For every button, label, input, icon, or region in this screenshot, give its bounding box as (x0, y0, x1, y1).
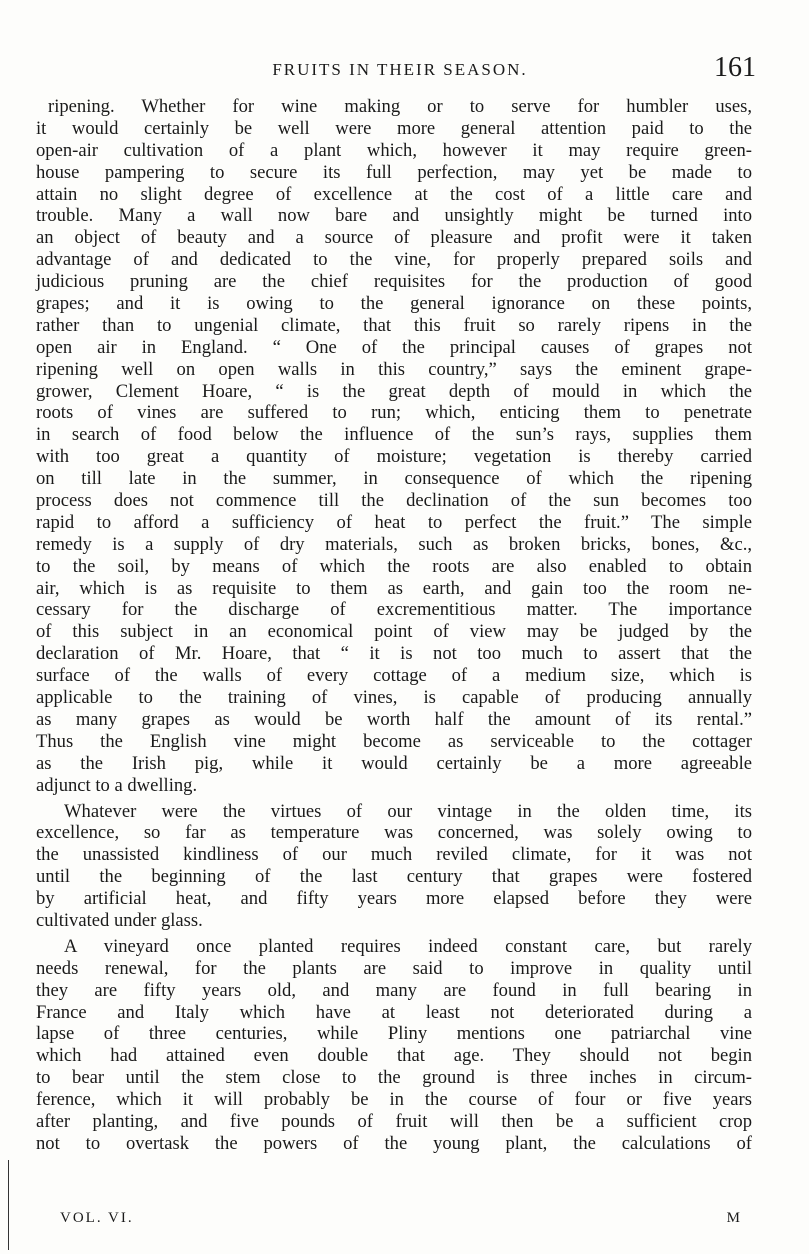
text-line: attain no slight degree of excellence at the cost of a little care and (36, 183, 752, 205)
text-line: air, which is as requisite to them as earth, and gain too the room ne- (36, 577, 752, 599)
text-line: an object of beauty and a source of pleasure and profit were it taken (36, 227, 752, 249)
text-line: cessary for the discharge of excrementitious matter. The importance (36, 599, 752, 621)
text-line: remedy is a supply of dry materials, such as broken bricks, bones, &c., (36, 533, 752, 555)
text-line: on till late in the summer, in consequence of which the ripening (36, 468, 752, 490)
text-line: which had attained even double that age. They should not begin (36, 1045, 752, 1067)
text-line: applicable to the training of vines, is capable of producing annually (36, 687, 752, 709)
text-line: trouble. Many a wall now bare and unsightly might be turned into (36, 205, 752, 227)
text-line: excellence, so far as temperature was concerned, was solely owing to (36, 822, 752, 844)
text-line: grapes; and it is owing to the general ignorance on these points, (36, 293, 752, 315)
text-line: rapid to afford a sufficiency of heat to perfect the fruit.” The simple (36, 511, 752, 533)
page-number: 161 (714, 52, 756, 83)
text-line: judicious pruning are the chief requisites for the production of good (36, 271, 752, 293)
text-line: grower, Clement Hoare, “ is the great depth of mould in which the (36, 380, 752, 402)
text-line: adjunct to a dwelling. (36, 774, 198, 796)
text-line: by artificial heat, and fifty years more elapsed before they were (36, 888, 752, 910)
text-line: cultivated under glass. (36, 909, 203, 931)
page-footer (60, 1210, 740, 1234)
signature-mark: M (726, 1210, 740, 1226)
text-line: ripening well on open walls in this country,” says the eminent grape- (36, 358, 752, 380)
text-line: advantage of and dedicated to the vine, for properly prepared soils and (36, 249, 752, 271)
text-line: not to overtask the powers of the young plant, the calculations of (36, 1132, 752, 1154)
margin-rule (8, 1160, 9, 1250)
text-line: as the Irish pig, while it would certainly be a more agreeable (36, 752, 752, 774)
text-line: France and Italy which have at least not deteriorated during a (36, 1001, 752, 1023)
text-line: A vineyard once planted requires indeed constant care, but rarely (64, 935, 752, 957)
body-text (36, 96, 752, 1155)
text-line: rather than to ungenial climate, that this fruit so rarely ripens in the (36, 314, 752, 336)
text-line: declaration of Mr. Hoare, that “ it is not too much to assert that the (36, 643, 752, 665)
text-line: the unassisted kindliness of our much reviled climate, for it was not (36, 844, 752, 866)
text-line: ference, which it will probably be in the course of four or five years (36, 1089, 752, 1111)
page-header (40, 52, 760, 86)
text-line: process does not commence till the declination of the sun becomes too (36, 490, 752, 512)
text-line: needs renewal, for the plants are said to improve in quality until (36, 957, 752, 979)
text-line: as many grapes as would be worth half the amount of its rental.” (36, 708, 752, 730)
text-line: until the beginning of the last century that grapes were fostered (36, 866, 752, 888)
text-line: to the soil, by means of which the roots are also enabled to obtain (36, 555, 752, 577)
text-line: it would certainly be well were more general attention paid to the (36, 117, 752, 139)
text-line: they are fifty years old, and many are found in full bearing in (36, 979, 752, 1001)
text-line: lapse of three centuries, while Pliny mentions one patriarchal vine (36, 1023, 752, 1045)
text-line: open-air cultivation of a plant which, however it may require green- (36, 139, 752, 161)
text-line: surface of the walls of every cottage of a medium size, which is (36, 665, 752, 687)
text-line: in search of food below the influence of the sun’s rays, supplies them (36, 424, 752, 446)
text-line: of this subject in an economical point of view may be judged by the (36, 621, 752, 643)
text-line: ripening. Whether for wine making or to serve for humbler uses, (48, 96, 752, 117)
text-line: to bear until the stem close to the ground is three inches in circum- (36, 1067, 752, 1089)
text-line: roots of vines are suffered to run; which, enticing them to penetrate (36, 402, 752, 424)
running-head: FRUITS IN THEIR SEASON. (272, 60, 528, 79)
text-line: after planting, and five pounds of fruit will then be a sufficient crop (36, 1110, 752, 1132)
text-line: house pampering to secure its full perfection, may yet be made to (36, 161, 752, 183)
text-line: Thus the English vine might become as serviceable to the cottager (36, 730, 752, 752)
text-line: with too great a quantity of moisture; vegetation is thereby carried (36, 446, 752, 468)
text-line: Whatever were the virtues of our vintage in the olden time, its (64, 800, 752, 822)
volume-label: VOL. VI. (60, 1210, 134, 1226)
text-line: open air in England. “ One of the principal causes of grapes not (36, 336, 752, 358)
